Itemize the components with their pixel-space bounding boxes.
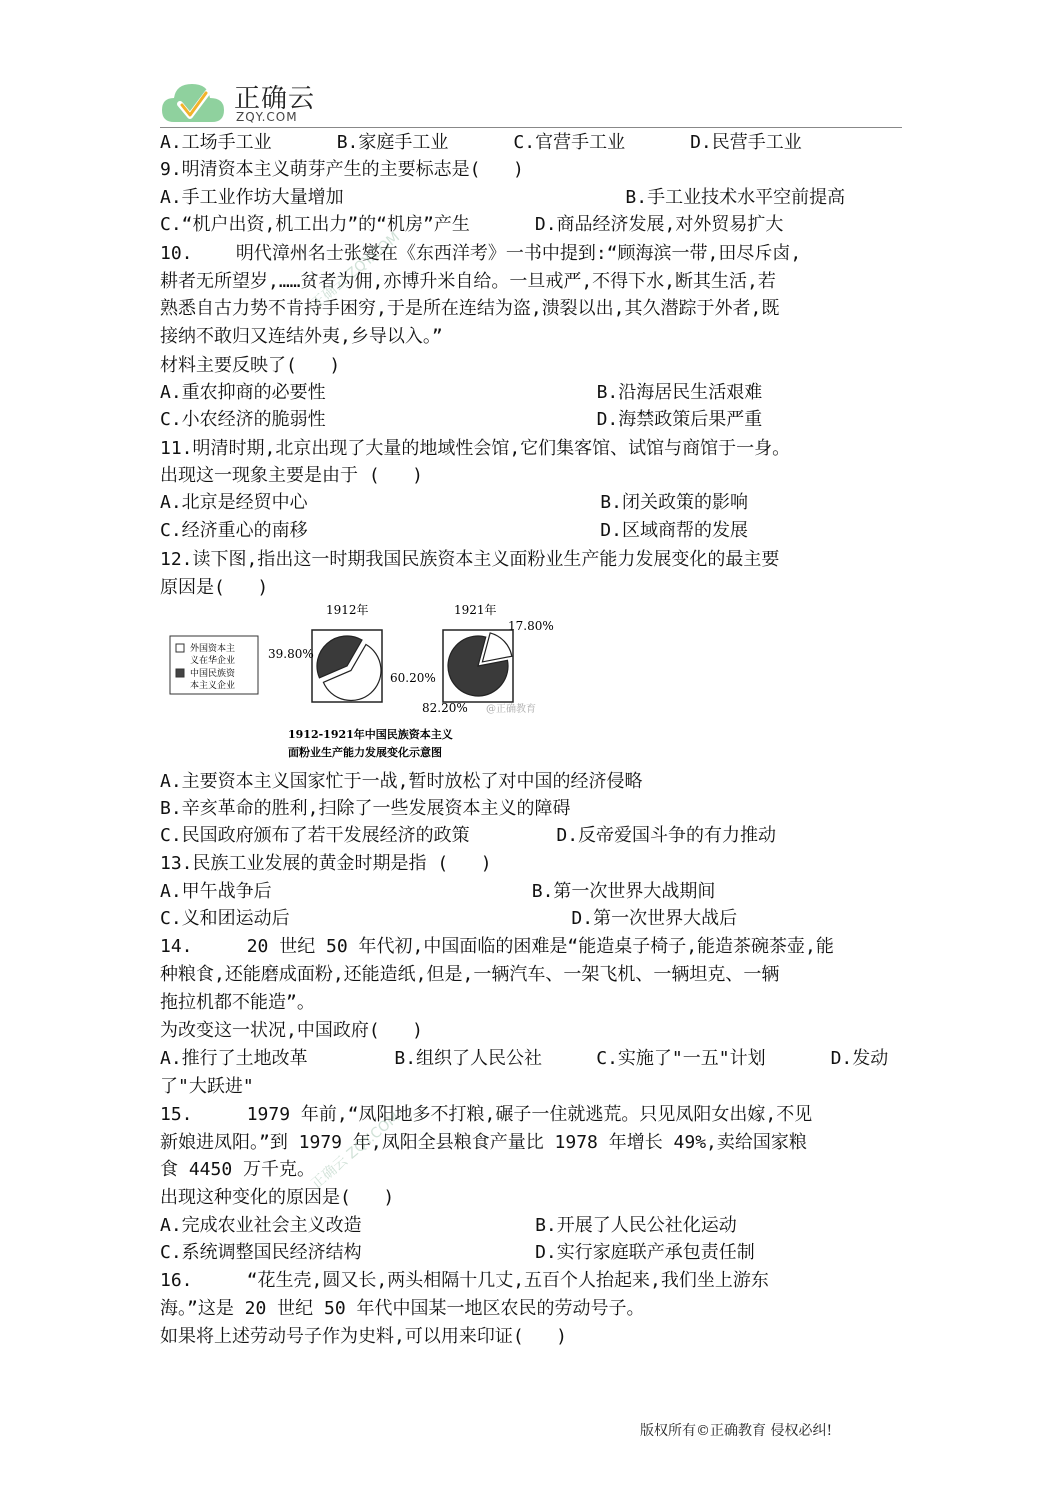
text-line: A.推行了土地改革 B.组织了人民公社 C.实施了"一五"计划 D.发动 — [160, 1048, 889, 1069]
text-line: 熟悉自古力势不肯持手困穷,于是所在连结为盗,溃裂以出,其久潜踪于外者,既 — [160, 298, 780, 319]
text-line: 耕者无所望岁,……贫者为佣,亦博升米自给。一旦戒严,不得下水,断其生活,若 — [160, 271, 776, 292]
text-line: 13.民族工业发展的黄金时期是指 ( ) — [160, 853, 492, 874]
legend-text: 本主义企业 — [190, 681, 236, 691]
text-line: 材料主要反映了( ) — [160, 355, 341, 376]
legend-swatch-foreign — [176, 644, 184, 652]
text-line: 12.读下图,指出这一时期我国民族资本主义面粉业生产能力发展变化的最主要 — [160, 549, 780, 570]
text-line: C.系统调整国民经济结构 D.实行家庭联产承包责任制 — [160, 1242, 755, 1263]
text-line: 14. 20 世纪 50 年代初,中国面临的困难是“能造桌子椅子,能造茶碗茶壶,能 — [160, 936, 834, 957]
text-line: A.完成农业社会主义改造 B.开展了人民公社化运动 — [160, 1215, 737, 1236]
text-line: C.义和团运动后 D.第一次世界大战后 — [160, 908, 738, 929]
watermark: 正确云 ZQY.COM — [308, 1109, 404, 1193]
pie-title: 1921年 — [454, 603, 497, 617]
header-divider — [160, 127, 902, 128]
text-line: 如果将上述劳动号子作为史料,可以用来印证( ) — [160, 1326, 568, 1347]
text-line: 11.明清时期,北京出现了大量的地域性会馆,它们集客馆、试馆与商馆于一身。 — [160, 438, 791, 459]
text-line: 9.明清资本主义萌芽产生的主要标志是( ) — [160, 159, 524, 180]
pie-chart-svg — [166, 596, 576, 766]
brand-domain: ZQY.COM — [236, 110, 298, 124]
text-line: 出现这种变化的原因是( ) — [160, 1187, 395, 1208]
text-line: 10. 明代漳州名士张燮在《东西洋考》一书中提到:“顾海滨一带,田尽斥卤, — [160, 243, 802, 264]
text-line: 新娘进凤阳。”到 1979 年,凤阳全县粮食产量比 1978 年增长 49%,卖给国家粮 — [160, 1132, 807, 1153]
text-line: 出现这一现象主要是由于 ( ) — [160, 465, 424, 486]
brand-name: 正确云 — [234, 84, 316, 114]
text-line: A.重农抑商的必要性 B.沿海居民生活艰难 — [160, 382, 763, 403]
text-line: 原因是( ) — [160, 577, 269, 598]
pie-title: 1912年 — [326, 603, 369, 617]
figure-caption: 面粉业生产能力发展变化示意图 — [288, 746, 442, 759]
text-line: A.甲午战争后 B.第一次世界大战期间 — [160, 881, 716, 902]
text-line: 海。”这是 20 世纪 50 年代中国某一地区农民的劳动号子。 — [160, 1298, 645, 1319]
text-line: A.北京是经贸中心 B.闭关政策的影响 — [160, 492, 748, 513]
text-line: 为改变这一状况,中国政府( ) — [160, 1020, 424, 1041]
text-line: 拖拉机都不能造”。 — [160, 992, 315, 1013]
text-line: 了"大跃进" — [160, 1076, 254, 1097]
figure-watermark: @正确教育 — [486, 704, 536, 715]
text-line: C.民国政府颁布了若干发展经济的政策 D.反帝爱国斗争的有力推动 — [160, 825, 777, 846]
text-line: C.小农经济的脆弱性 D.海禁政策后果严重 — [160, 409, 763, 430]
figure-pie-charts — [166, 596, 576, 766]
text-line: A.工场手工业 B.家庭手工业 C.官营手工业 D.民营手工业 — [160, 132, 802, 153]
text-line: 食 4450 万千克。 — [160, 1159, 316, 1180]
cloud-check-icon — [160, 78, 226, 126]
figure-caption: 1912-1921年中国民族资本主义 — [288, 728, 453, 741]
slice-label: 17.80% — [508, 619, 554, 633]
legend-text: 外国资本主 — [190, 644, 236, 654]
text-line: C.“机户出资,机工出力”的“机房”产生 D.商品经济发展,对外贸易扩大 — [160, 214, 784, 235]
legend-text: 中国民族资 — [190, 669, 236, 679]
text-line: A.手工业作坊大量增加 B.手工业技术水平空前提高 — [160, 187, 846, 208]
text-line: 15. 1979 年前,“凤阳地多不打粮,碾子一住就逃荒。只见凤阳女出嫁,不见 — [160, 1104, 813, 1125]
text-line: 接纳不敢归又连结外夷,乡导以入。” — [160, 326, 443, 347]
legend-text: 义在华企业 — [190, 656, 236, 666]
slice-label: 60.20% — [390, 671, 436, 685]
text-line: A.主要资本主义国家忙于一战,暂时放松了对中国的经济侵略 — [160, 771, 643, 792]
text-line: C.经济重心的南移 D.区域商帮的发展 — [160, 520, 748, 541]
text-line: B.辛亥革命的胜利,扫除了一些发展资本主义的障碍 — [160, 798, 571, 819]
slice-label: 39.80% — [268, 647, 314, 661]
slice-label: 82.20% — [422, 701, 468, 715]
text-line: 种粮食,还能磨成面粉,还能造纸,但是,一辆汽车、一架飞机、一辆坦克、一辆 — [160, 964, 780, 985]
brand-logo — [160, 72, 320, 128]
text-line: 16. “花生壳,圆又长,两头相隔十几丈,五百个人抬起来,我们坐上游东 — [160, 1270, 769, 1291]
legend-swatch-national — [176, 669, 184, 677]
copyright-footer: 版权所有©正确教育 侵权必纠! — [640, 1423, 833, 1439]
watermark: 正确云 ZQY.COM — [308, 229, 404, 313]
